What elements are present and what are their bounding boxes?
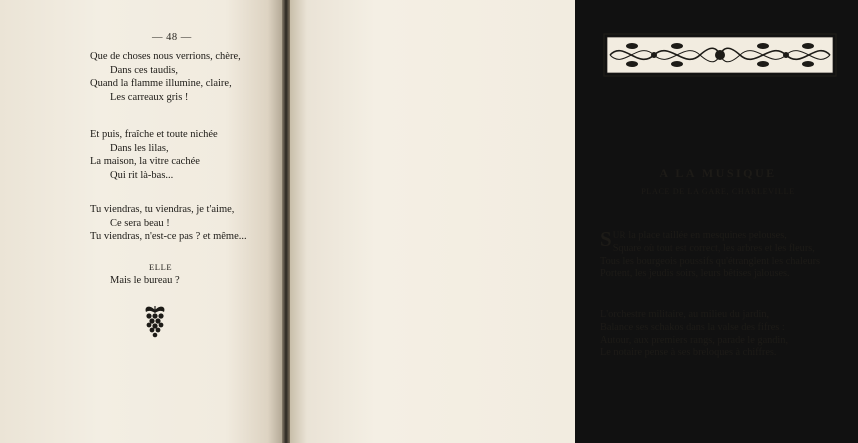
verse-line: Square où tout est correct, les arbres et les fleurs, (612, 242, 815, 254)
grape-cluster-ornament-icon (141, 303, 169, 339)
stanza-2 (90, 128, 280, 182)
poem-subtitle: PLACE DE LA GARE, CHARLEVILLE (641, 187, 795, 196)
speaker-label: ELLE (149, 262, 173, 272)
left-page (0, 0, 282, 443)
verse-line: Dans les lilas, (110, 142, 169, 154)
verse-line: Tu viendras, n'est-ce pas ? et même... (90, 231, 247, 242)
verse-line: Portent, les jeudis soirs, leurs bêtises jalouses. (600, 268, 790, 280)
verse-line: Quand la flamme illumine, claire, (90, 78, 232, 89)
small-caps-opening: UR (612, 230, 626, 240)
poem-stanza-2 (600, 309, 858, 360)
verse-line: Tu viendras, tu viendras, je t'aime, (90, 204, 235, 215)
book-gutter (282, 0, 290, 443)
floral-headpiece-ornament-icon (604, 34, 836, 76)
poem-title: A LA MUSIQUE (659, 166, 777, 180)
verse-line: Que de choses nous verrions, chère, (90, 51, 241, 62)
drop-cap: S (600, 227, 612, 251)
stanza-3 (90, 203, 280, 244)
verse-line: Les carreaux gris ! (110, 91, 189, 103)
verse-line: Le notaire pense à ses breloques à chiffres. (600, 347, 777, 359)
speaker-reply: Mais le bureau ? (110, 275, 180, 286)
verse-line: Balance ses schakos dans la valse des fifres : (600, 321, 785, 333)
verse-text: la place taillée en mesquines pelouses, (625, 230, 787, 241)
verse-line: Ce sera beau ! (110, 217, 170, 229)
verse-line: Autour, aux premiers rangs, parade le gandin, (600, 334, 789, 346)
verse-line: Et puis, fraîche et toute nichée (90, 129, 218, 140)
verse-line: L'orchestre militaire, au milieu du jardin, (600, 309, 770, 320)
page-number: — 48 — (152, 32, 192, 43)
right-page (290, 0, 821, 443)
stanza-1 (90, 50, 280, 104)
verse-line: Tous les bourgeois poussifs qu'étranglent les chaleurs (600, 255, 821, 267)
verse-line: La maison, la vitre cachée (90, 156, 200, 167)
verse-line: Qui rit là-bas... (110, 169, 174, 181)
verse-line: Dans ces taudis, (110, 64, 178, 76)
poem-stanza-1 (600, 229, 858, 281)
